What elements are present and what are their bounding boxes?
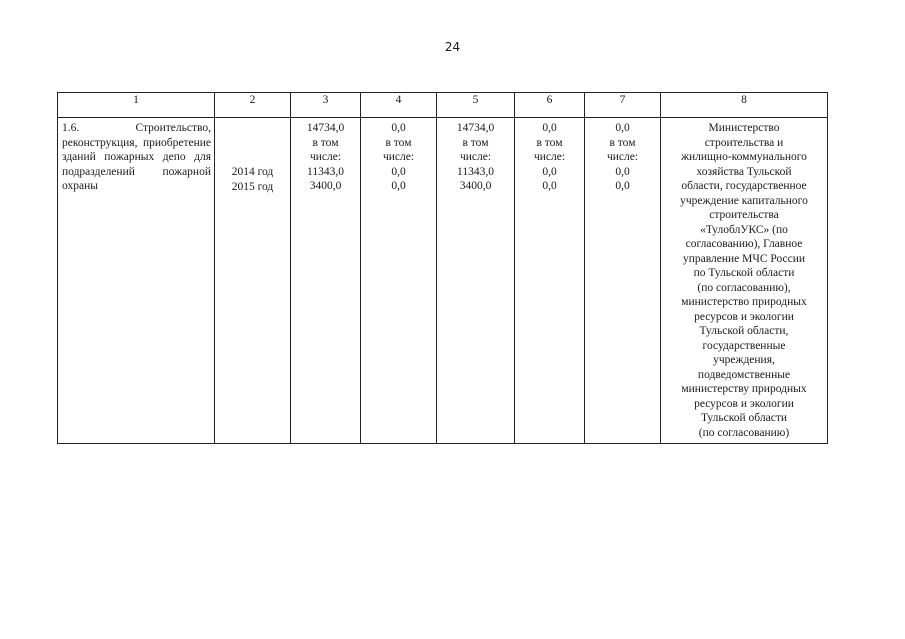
header-cell-3: 3	[291, 93, 361, 118]
executor-line: ресурсов и экологии	[694, 397, 794, 410]
executor-line: министерству природных	[681, 383, 807, 395]
executor-line: согласованию), Главное	[685, 238, 803, 250]
header-cell-4: 4	[361, 93, 437, 118]
executor-line: управление МЧС России	[682, 252, 806, 265]
executor-line: учреждение капитального	[680, 194, 808, 207]
col3-total: 14734,0	[306, 122, 345, 134]
col5-2015: 3400,0	[459, 180, 492, 192]
executor-line: (по согласованию)	[698, 426, 790, 439]
col4-2014: 0,0	[391, 165, 406, 178]
executor-line: строительства	[709, 209, 779, 221]
executors-cell	[661, 118, 828, 444]
col4-label-b: числе:	[382, 151, 415, 163]
executor-line: хозяйства Тульской	[696, 165, 792, 178]
header-cell-8: 8	[661, 93, 828, 118]
col6-label-b: числе:	[533, 151, 566, 163]
executor-line: учреждения,	[713, 354, 775, 366]
col4-cell	[361, 118, 437, 444]
col3-label-b: числе:	[309, 151, 342, 163]
year-2014: 2014 год	[231, 166, 274, 178]
col6-2015: 0,0	[542, 180, 557, 192]
col3-label-a: в том	[312, 136, 339, 149]
executor-line: по Тульской области	[693, 267, 795, 279]
executor-line: строительства и	[704, 136, 784, 149]
col3-2015: 3400,0	[309, 180, 342, 192]
executor-line: Тульской области,	[699, 325, 789, 337]
col5-2014: 11343,0	[457, 165, 494, 178]
executor-line: жилищно-коммунального	[681, 151, 807, 163]
col5-cell	[437, 118, 515, 444]
table-row	[58, 118, 828, 444]
col4-label-a: в том	[385, 136, 412, 149]
header-cell-5: 5	[437, 93, 515, 118]
col5-label-a: в том	[462, 136, 489, 149]
col7-label-b: числе:	[606, 151, 639, 163]
years-cell	[215, 118, 291, 444]
col3-cell	[291, 118, 361, 444]
measure-name-cell	[58, 118, 215, 444]
col7-cell	[585, 118, 661, 444]
executor-line: (по согласованию),	[697, 281, 791, 294]
executor-line: государственные	[702, 339, 786, 352]
header-cell-1: 1	[58, 93, 215, 118]
measure-name: 1.6. Строительство, реконструкция, приобретение зданий пожарных депо для подразделений пожарной охраны	[62, 122, 211, 192]
col4-2015: 0,0	[391, 180, 406, 192]
program-table	[57, 92, 828, 444]
col6-total: 0,0	[542, 122, 557, 134]
executor-line: Тульской области	[700, 412, 787, 424]
col6-cell	[515, 118, 585, 444]
col7-label-a: в том	[609, 136, 636, 149]
col7-2015: 0,0	[615, 180, 630, 192]
header-cell-6: 6	[515, 93, 585, 118]
col7-2014: 0,0	[615, 165, 630, 178]
page-number: 24	[444, 40, 461, 54]
col5-total: 14734,0	[456, 122, 495, 134]
col6-label-a: в том	[536, 136, 563, 149]
executor-line: Министерство	[708, 122, 780, 134]
executor-line: «ТулоблУКС» (по	[700, 223, 788, 236]
col4-total: 0,0	[391, 122, 406, 134]
header-cell-7: 7	[585, 93, 661, 118]
executor-line: ресурсов и экологии	[694, 310, 794, 323]
executor-line: области, государственное	[681, 180, 807, 192]
col3-2014: 11343,0	[307, 165, 344, 178]
header-cell-2: 2	[215, 93, 291, 118]
year-2015: 2015 год	[231, 180, 274, 193]
col7-total: 0,0	[615, 122, 630, 134]
executor-line: подведомственные	[697, 368, 791, 381]
col5-label-b: числе:	[459, 151, 492, 163]
table-header-row	[58, 93, 828, 118]
col6-2014: 0,0	[542, 165, 557, 178]
executor-line: министерство природных	[681, 296, 807, 308]
